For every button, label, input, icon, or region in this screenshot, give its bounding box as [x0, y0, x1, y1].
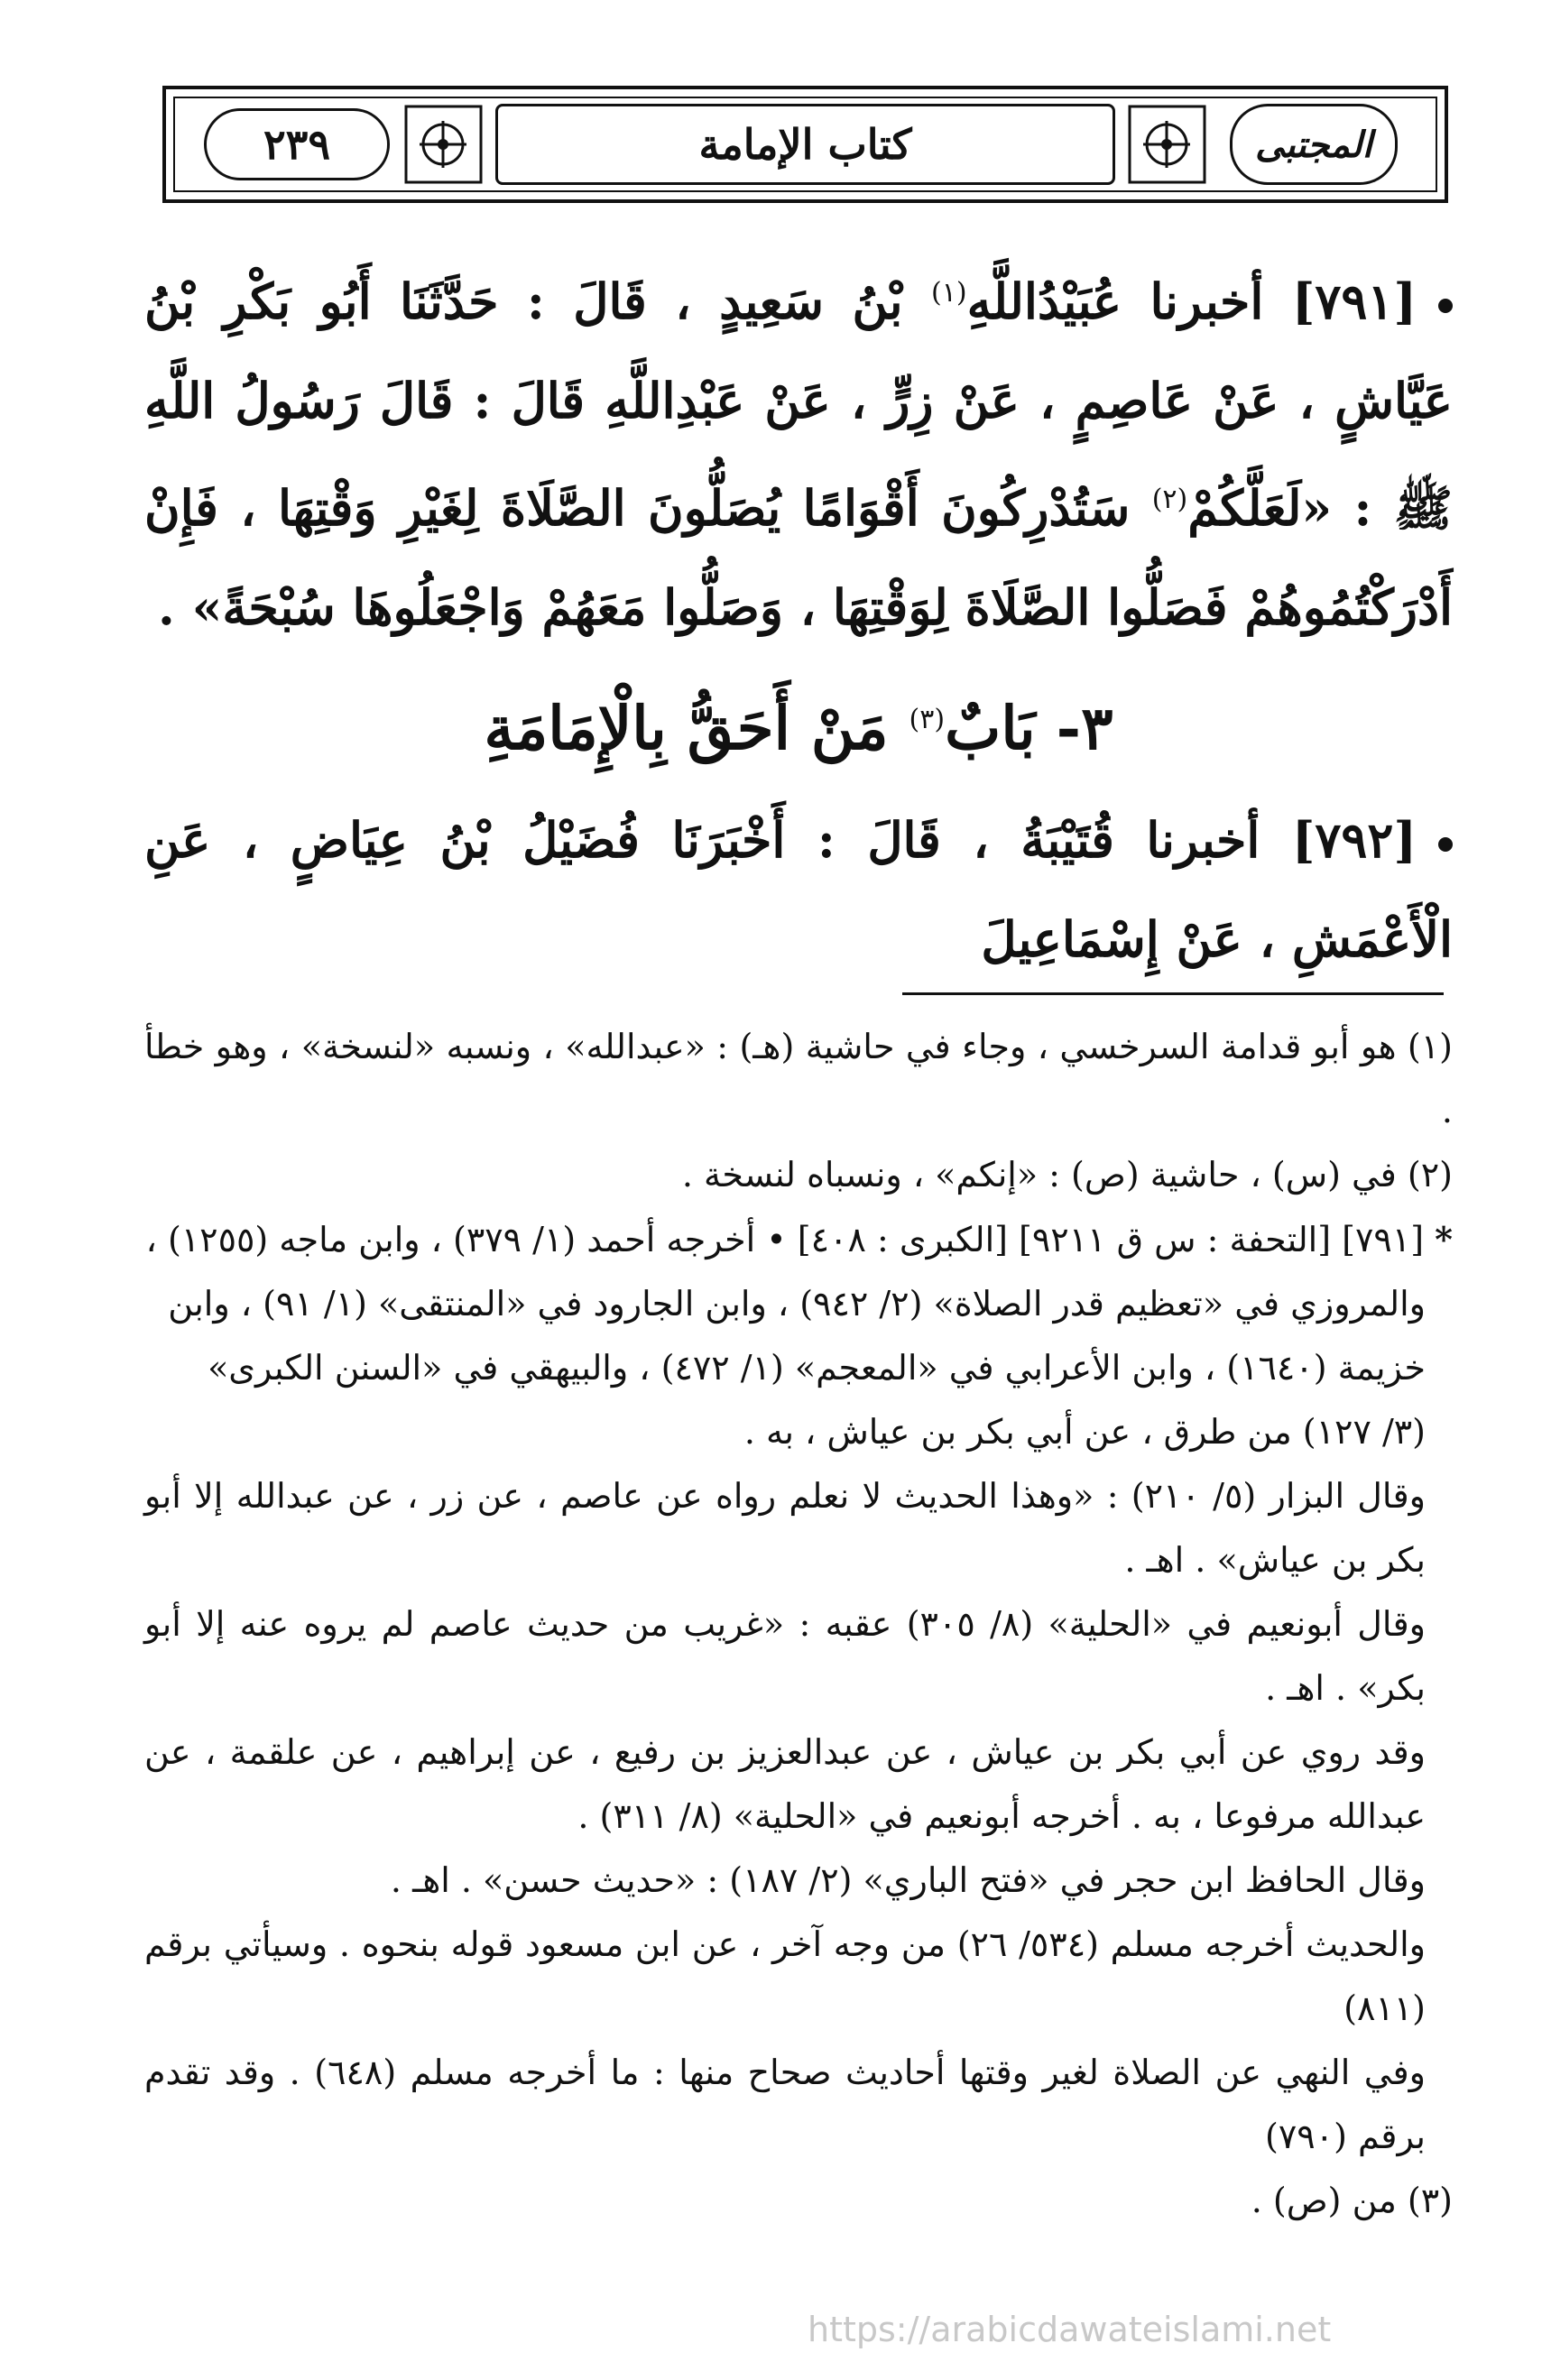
footnote-3: (٣) من (ص) .: [1251, 2181, 1453, 2220]
takhrij-paragraph: والحديث أخرجه مسلم (٥٣٤/ ٢٦) من وجه آخر ، عن ابن مسعود قوله بنحوه . وسيأتي برقم (٨١١): [144, 1924, 1426, 2028]
footnote-2: (٢) في (س) ، حاشية (ص) : «إنكم» ، ونسباه لنسخة .: [681, 1155, 1453, 1195]
hadith-text: مَعَهُمْ وَاجْعَلُوهَا سُبْحَةً» .: [158, 578, 647, 636]
hadith-number: [٧٩٢]: [1291, 811, 1417, 869]
hadith-number: [٧٩١]: [1291, 272, 1417, 330]
ornament-right-icon: [1124, 101, 1210, 188]
hadith-791: [144, 244, 1453, 657]
footnote-ref: (١): [931, 277, 967, 309]
watermark-url: https://arabicdawateislami.net: [808, 2310, 1332, 2349]
takhrij-paragraph: وقد روي عن أبي بكر بن عياش ، عن عبدالعزيز بن رفيع ، عن إبراهيم ، عن علقمة ، عن عبدالله مرفوعا ، به . أخرجه أبونعيم في «الحلية» (٨/ ٣١١) .: [144, 1732, 1426, 1836]
takhrij-header: [144, 1207, 1453, 1272]
page-number: ٢٣٩: [204, 108, 390, 180]
hadith-text: يُصَلُّونَ الصَّلَاةَ لِغَيْرِ وَقْتِهَا ، فَإِنْ أَدْرَكْتُمُوهُمْ فَصَلُّوا الصَّلَاةَ لِوَقْتِهَا ، وَصَلُّوا: [144, 479, 1453, 636]
asterisk-icon: *: [1435, 1219, 1453, 1259]
running-title: [495, 104, 1115, 185]
ornament-left-icon: [401, 101, 486, 188]
hadith-text: أخبرنا قُتَيْبَةُ ، قَالَ : أَخْبَرَنَا فُضَيْلُ بْنُ عِيَاضٍ ، عَنِ الْأَعْمَشِ ، عَنْ إِسْمَاعِيلَ: [144, 811, 1453, 968]
takhrij-line: (٣/ ١٢٧) من طرق ، عن أبي بكر بن عياش ، به .: [743, 1412, 1426, 1452]
chapter-number: ٣-: [1056, 693, 1113, 763]
chapter-title-a: بَابٌ: [945, 693, 1036, 763]
footnote-divider: [902, 992, 1444, 995]
takhrij-paragraph: وقال الحافظ ابن حجر في «فتح الباري» (٢/ ١٨٧) : «حديث حسن» . اهـ .: [390, 1860, 1426, 1900]
takhrij-header-text: [٧٩١] [التحفة : س ق ٩٢١١] [الكبرى : ٤٠٨] • أخرجه أحمد (١/ ٣٧٩) ، وابن ماجه (١٢٥٥) ،: [145, 1220, 1425, 1259]
footnote-ref: (٣): [909, 704, 946, 735]
bullet-icon: [1438, 837, 1453, 852]
takhrij-line: والمروزي في «تعظيم قدر الصلاة» (٢/ ٩٤٢) ، وابن الجارود في «المنتقى» (١/ ٩١) ، وابن: [168, 1284, 1426, 1324]
takhrij-line: خزيمة (١٦٤٠) ، وابن الأعرابي في «المعجم» (١/ ٤٧٢) ، والبيهقي في «السنن الكبرى»: [208, 1348, 1426, 1388]
takhrij-paragraph: وفي النهي عن الصلاة لغير وقتها أحاديث صحاح منها : ما أخرجه مسلم (٦٤٨) . وقد تقدم برقم (٧٩٠): [144, 2053, 1426, 2156]
bullet-icon: [1438, 299, 1453, 313]
page-number-cartouche: [193, 101, 401, 188]
hadith-text: سَتُدْرِكُونَ أَقْوَامًا: [802, 479, 1131, 537]
hadith-text: أخبرنا عُبَيْدُاللَّهِ: [966, 272, 1264, 330]
hadith-792: [144, 790, 1453, 989]
chapter-heading: [144, 693, 1453, 763]
main-text: [144, 244, 1453, 989]
book-name: المجتبى: [1230, 104, 1398, 185]
chapter-title-b: مَنْ أَحَقُّ بِالْإِمَامَةِ: [484, 693, 889, 763]
footnote-ref: (٢): [1151, 484, 1188, 515]
hadith-text: بْنُ سَعِيدٍ ، قَالَ : حَدَّثَنَا أَبُو بَكْرِ بْنُ عَيَّاشٍ ، عَنْ عَاصِمٍ ،: [144, 272, 1453, 429]
footnotes: [144, 1015, 1453, 2233]
book-name-cartouche: [1210, 101, 1417, 188]
page-header: [162, 86, 1448, 203]
takhrij-paragraph: وقال البزار (٥/ ٢١٠) : «وهذا الحديث لا نعلم رواه عن عاصم ، عن زر ، عن عبدالله إلا أبو بكر بن عياش» . اهـ .: [144, 1476, 1427, 1580]
takhrij-paragraph: وقال أبونعيم في «الحلية» (٨/ ٣٠٥) عقبه : «غريب من حديث عاصم لم يروه عنه إلا أبو بكر» . اهـ .: [144, 1604, 1426, 1708]
footnote-1: (١) هو أبو قدامة السرخسي ، وجاء في حاشية (هـ) : «عبدالله» ، ونسبه «لنسخة» ، وهو خطأ .: [144, 1027, 1453, 1130]
chapter-name: كتاب الإمامة: [698, 120, 912, 169]
hadith-text: عَنْ زِرٍّ ، عَنْ عَبْدِاللَّهِ قَالَ : قَالَ رَسُولُ اللَّهِ ﷺ : «لَعَلَّكُمْ: [144, 372, 1453, 537]
